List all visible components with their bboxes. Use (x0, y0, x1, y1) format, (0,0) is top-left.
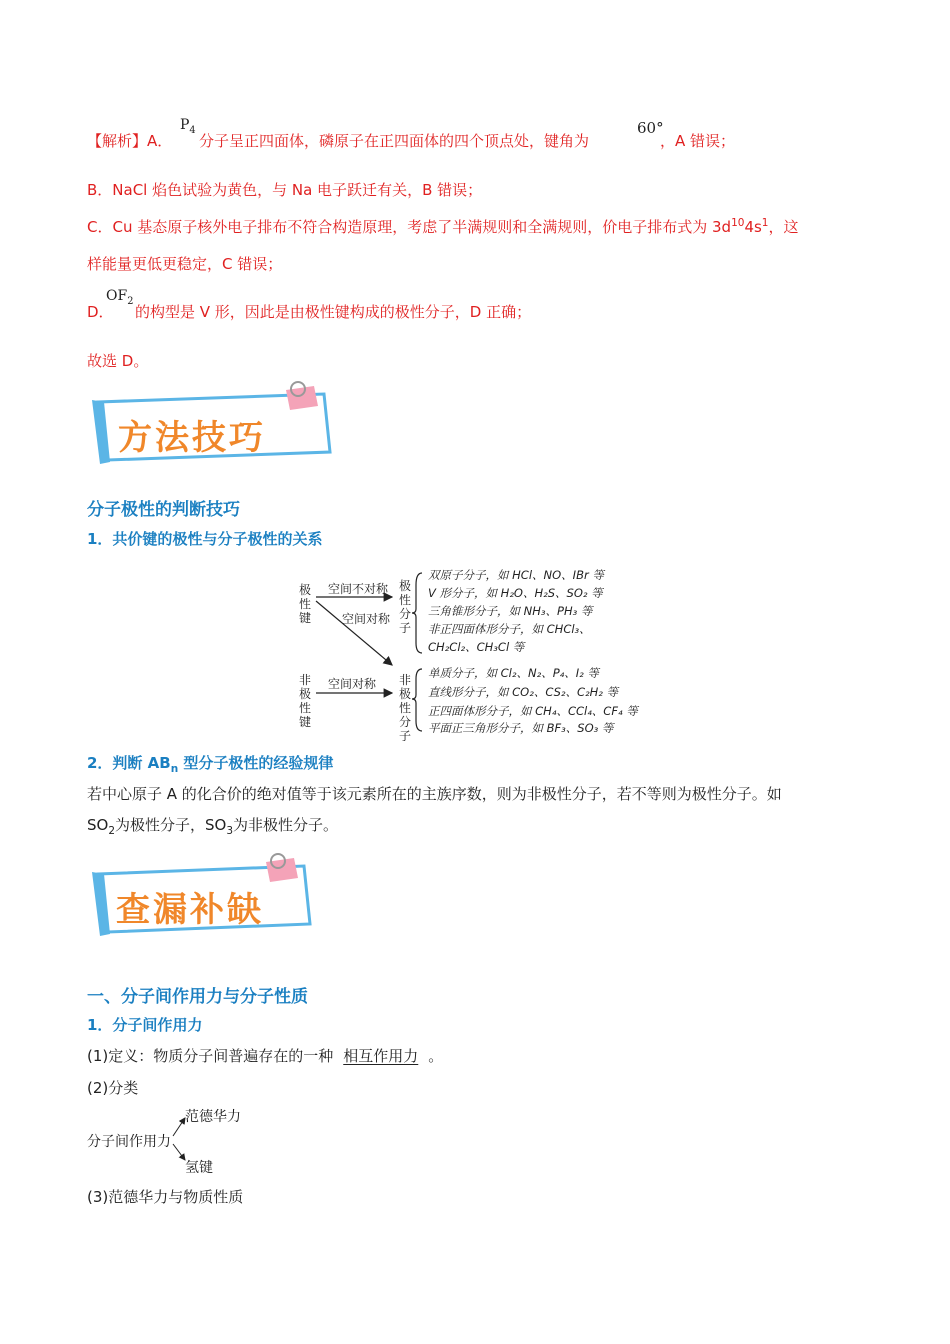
analysis-line-5-prefix: D． (87, 303, 114, 321)
gaps-title: 一、分子间作用力与分子性质 (87, 987, 308, 1007)
polar-item: CH₂Cl₂、CH₃Cl 等 (428, 640, 525, 654)
analysis-line-3-sup1: 10 (731, 217, 745, 229)
analysis-line-1 (87, 130, 172, 151)
banner-fill-gaps-label: 查漏补缺 (116, 890, 264, 930)
classification-root: 分子间作用力 (87, 1134, 171, 1150)
formula-of2 (106, 288, 133, 307)
analysis-line-3 (87, 216, 799, 237)
classification-hbond: 氢键 (185, 1160, 213, 1176)
nonpolar-item: 平面正三角形分子，如 BF₃、SO₃ 等 (428, 721, 614, 735)
label-polar-bond: 极性键 (298, 583, 311, 625)
analysis-line-3-text1: C．Cu 基态原子核外电子排布不符合构造原理，考虑了半满规则和全满规则，价电子排布式为 3d (87, 218, 732, 236)
analysis-line-3-sup2: 1 (761, 217, 769, 229)
classification-diagram (87, 1100, 287, 1180)
label-polar-molecule: 极性分子 (398, 579, 411, 635)
analysis-line-5-text: 的构型是 V 形，因此是由极性键构成的极性分子，D 正确； (135, 303, 532, 321)
rule-line-2 (87, 814, 338, 837)
method-sub2-sub: n (170, 763, 179, 775)
rule-b: 为极性分子， (115, 816, 206, 834)
formula-p4-sub: 4 (189, 124, 196, 136)
rule-line-1: 若中心原子 A 的化合价的绝对值等于该元素所在的主族序数，则为非极性分子，若不等则为极性分子。如 (87, 785, 782, 803)
method-sub2 (87, 752, 333, 775)
nonpolar-item: 直线形分子，如 CO₂、CS₂、C₂H₂ 等 (428, 685, 619, 699)
method-sub1: 1．共价键的极性与分子极性的关系 (87, 530, 323, 548)
formula-of2-sub: 2 (127, 295, 134, 307)
definition-answer-text: 相互作用力 (343, 1047, 419, 1065)
label-nonpolar-molecule: 非极性分子 (398, 673, 411, 743)
analysis-line-6: 故选 D。 (87, 352, 149, 370)
polar-item: 非正四面体形分子，如 CHCl₃、 (428, 622, 591, 636)
analysis-line-3-mid: 4s (744, 218, 762, 236)
gaps-sub1: 1．分子间作用力 (87, 1016, 203, 1034)
analysis-prefix: 【解析】A． (87, 132, 173, 150)
item-3: (3)范德华力与物质性质 (87, 1188, 244, 1206)
banner-method-tips-label: 方法技巧 (118, 418, 266, 458)
formula-of2-main: OF (106, 288, 128, 304)
label-sym-diag-text: 空间对称 (342, 612, 391, 626)
method-sub2-suffix: 型分子极性的经验规律 (178, 754, 334, 772)
label-sym: 空间对称 (328, 677, 377, 691)
definition-suffix: 。 (428, 1047, 444, 1065)
formula-p4-main: P (180, 117, 190, 133)
rule-d: 为非极性分子。 (233, 816, 339, 834)
formula-p4 (180, 117, 196, 136)
rule-a-sub: 2 (108, 825, 116, 837)
rule-a: SO (87, 816, 109, 834)
rule-c: SO (205, 816, 227, 834)
classification-vdw: 范德华力 (185, 1109, 241, 1125)
nonpolar-item: 单质分子，如 Cl₂、N₂、P₄、I₂ 等 (428, 666, 599, 680)
definition-line (87, 1045, 443, 1066)
analysis-line-2: B．NaCl 焰色试验为黄色，与 Na 电子跃迁有关，B 错误； (87, 181, 483, 199)
polar-item: V 形分子，如 H₂O、H₂S、SO₂ 等 (428, 586, 603, 600)
label-nonpolar-bond: 非极性键 (298, 673, 311, 729)
analysis-line-1-text (199, 130, 589, 151)
rule-c-sub: 3 (226, 825, 234, 837)
analysis-line-1-text1: 分子呈正四面体，磷原子在正四面体的四个顶点处，键角为 (199, 132, 590, 150)
polar-item: 双原子分子，如 HCl、NO、IBr 等 (428, 568, 604, 582)
nonpolar-item: 正四面体形分子，如 CH₄、CCl₄、CF₄ 等 (428, 704, 638, 718)
definition-prefix: (1)定义：物质分子间普遍存在的一种 (87, 1047, 334, 1065)
definition-answer (333, 1047, 428, 1065)
banner-fill-gaps (86, 852, 316, 942)
banner-method-tips (86, 380, 336, 470)
angle-value: 60° (637, 119, 664, 137)
method-sub2-prefix: 2．判断 AB (87, 754, 171, 772)
label-asym: 空间不对称 (328, 582, 389, 596)
method-title: 分子极性的判断技巧 (87, 500, 240, 520)
analysis-line-4: 样能量更低更稳定，C 错误； (87, 255, 283, 273)
polarity-diagram (290, 565, 660, 743)
analysis-line-3-text2: ，这 (768, 218, 799, 236)
classification-label: (2)分类 (87, 1079, 139, 1097)
polar-item: 三角锥形分子，如 NH₃、PH₃ 等 (428, 604, 593, 618)
analysis-line-1-end: ，A 错误； (660, 132, 736, 150)
